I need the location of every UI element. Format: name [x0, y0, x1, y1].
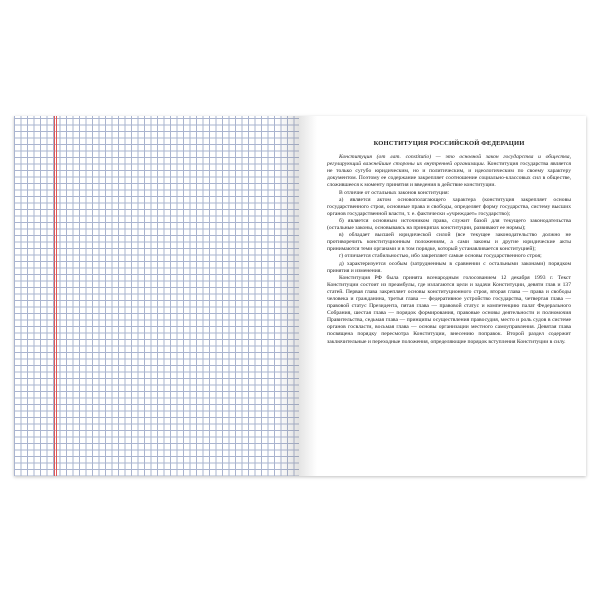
gutter-shadow: [277, 116, 299, 476]
notebook-spread: [14, 116, 586, 476]
doc-paragraph: в) обладает высшей юридической силой (все текущее законодательство должно не противоречить конституционным положениям, а сами законы и другие юридические акты принимаются теми органами и в том порядке, который устанавливается конституцией);: [327, 232, 571, 253]
doc-paragraph: г) отличается стабильностью, ибо закрепляет самые основы государственного строя;: [339, 253, 542, 260]
doc-paragraph: В отличие от остальных законов конституция:: [339, 189, 450, 196]
intro-italic: Конституция (от лат. constitutio) — это основной закон государства и общества, регулирующий важнейшие стороны их внутренней организации.: [327, 154, 571, 168]
margin-line: [54, 116, 55, 476]
intro-rest: Конституция государства является не только сугубо юридическим, но и политическим, и идеологическим по своему характеру документом. Поэтому ее содержание закрепляет соотношение социально-классовых сил в обществе, сложившееся к моменту принятия и введения в действие конституции.: [327, 161, 571, 189]
doc-title: КОНСТИТУЦИЯ РОССИЙСКОЙ ФЕДЕРАЦИИ: [373, 140, 525, 147]
doc-paragraph: а) является актом основополагающего характера (конституция закрепляет основы государственного строя, основные права и свободы, определяет форму государства, систему высших органов государственной власти, т. е. фактически «учреждает» государство);: [327, 196, 571, 217]
info-page: [299, 116, 586, 476]
constitution-text: [327, 140, 571, 346]
doc-paragraph: б) является основным источником права, служит базой для текущего законодательства (остальные законы, основываясь на принципах конституции, развивают ее нормы);: [327, 217, 571, 232]
grid-page: [14, 116, 299, 476]
doc-paragraph: Конституция РФ была принята всенародным голосованием 12 декабря 1993 г. Текст Конституции состоит из преамбулы, где излагаются цели и задачи Конституции, девяти глав и 137 статей. Первая глава закрепляет основы конституционного строя, вторая глава — права и свободы человека и гражданина, третья глава — федеративное устройство государства, четвертая глава — правовой статус Президента, пятая глава — правовой статус и компетенцию палат Федерального Собрания, шестая глава — порядок формирования, правовые основы деятельности и полномочия Правительства, седьмая глава — принципы осуществления правосудия, место и роль судов в системе органов госвласти, восьмая глава — основы организации местного самоуправления. Девятая глава посвящена порядку пересмотра Конституции, внесению поправок. Второй раздел содержит заключительные и переходные положения, определяющие порядок вступления Конституции в силу.: [327, 274, 571, 345]
doc-paragraph: д) характеризуется особым (затрудненным в сравнении с остальными законами) порядком принятия и изменения.: [327, 260, 571, 274]
doc-paragraph: [327, 154, 571, 189]
gutter-shadow: [299, 116, 317, 476]
margin-line: [56, 116, 57, 476]
